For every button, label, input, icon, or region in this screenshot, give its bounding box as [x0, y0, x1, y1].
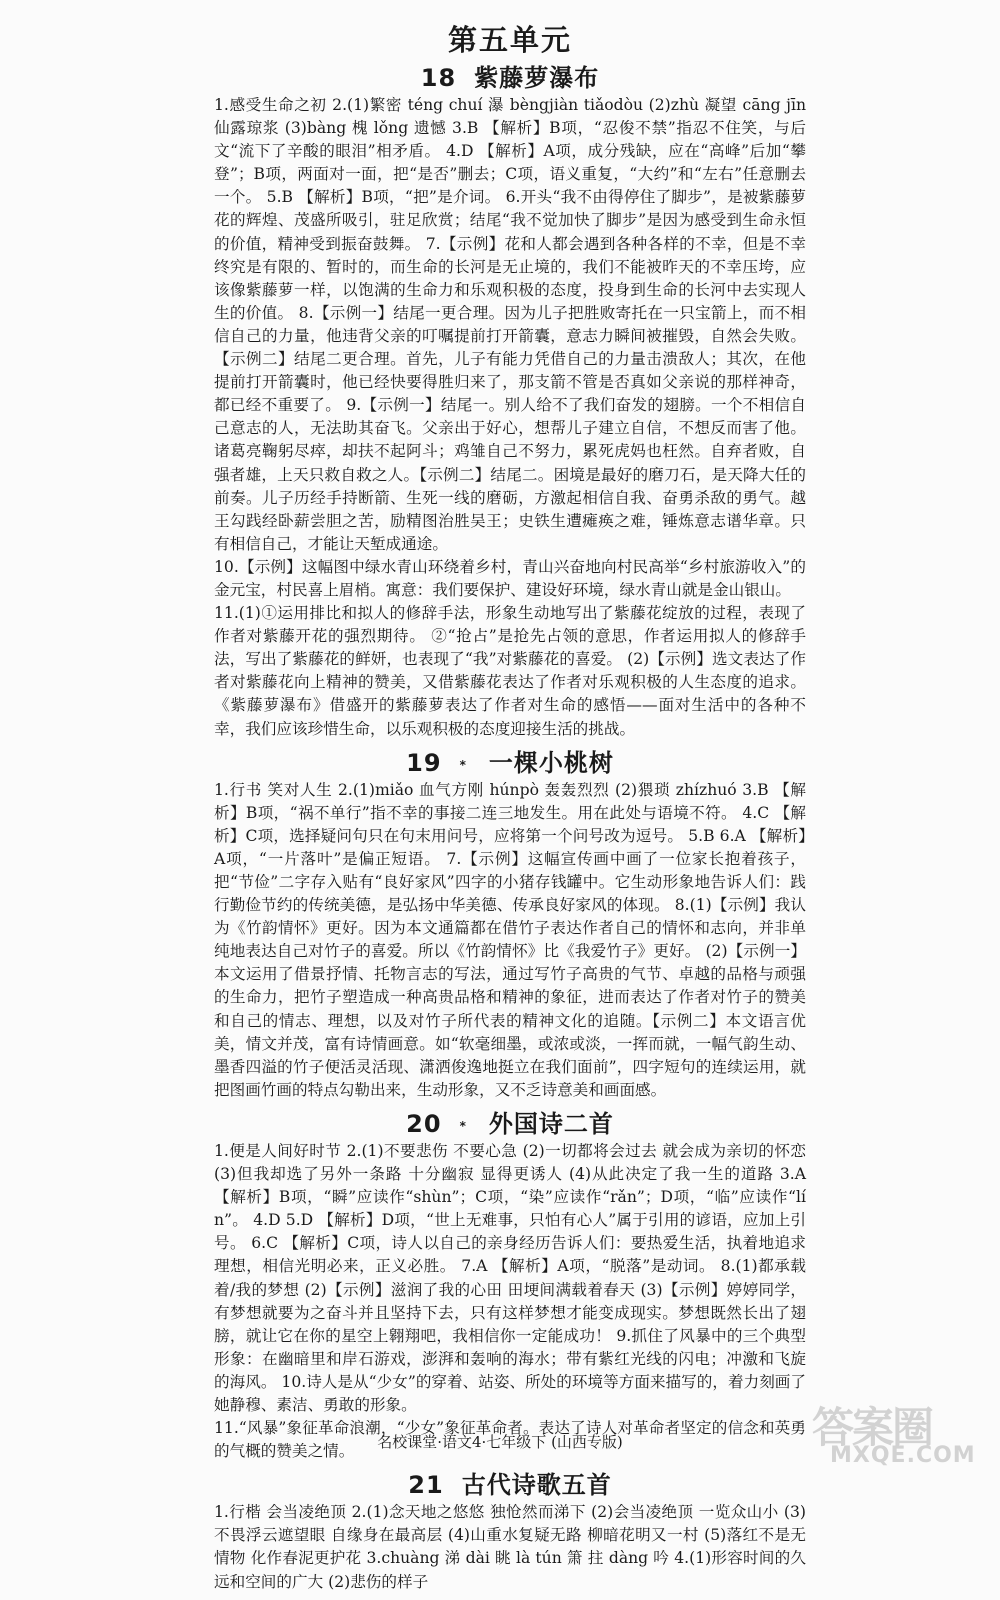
page-footer: 名校课堂·语文4·七年级下 (山西专版) [377, 1433, 623, 1451]
optional-lesson-star: * [459, 757, 467, 772]
answer-paragraph: 1.感受生命之初 2.(1)繁密 téng chuí 瀑 bèngjiàn tiǎodòu (2)zhù 凝望 cāng jīn 仙露琼浆 (3)bàng 槐 lǒng 遗憾 3.B 【解析】B项，“忍俊不禁”指忍不住笑，与后文“流下了辛酸的眼泪”相矛盾。 4.D 【解析】A项，成分残缺，应在“高峰”后加“攀登”；B项，两面对一面，把“是否”删去；C项，语义重复，“大约”和“左右”任意删去一个。 5.B 【解析】B项，“把”是介词。 6.开头“我不由得停住了脚步”，是被紫藤萝花的辉煌、茂盛所吸引，驻足欣赏；结尾“我不觉加快了脚步”是因为感受到生命永恒的价值，精神受到振奋鼓舞。 7.【示例】花和人都会遇到各种各样的不幸，但是不幸终究是有限的、暂时的，而生命的长河是无止境的，我们不能被昨天的不幸压垮，应该像紫藤萝一样，以饱满的生命力和乐观积极的态度，投身到生命的长河中去实现人生的价值。 8.【示例一】结尾一更合理。因为儿子把胜败寄托在一只宝箭上，而不相信自己的力量，他违背父亲的叮嘱提前打开箭囊，意志力瞬间被摧毁，自然会失败。【示例二】结尾二更合理。首先，儿子有能力凭借自己的力量击溃敌人；其次，在他提前打开箭囊时，他已经快要得胜归来了，那支箭不管是否真如父亲说的那样神奇，都已经不重要了。 9.【示例一】结尾一。别人给不了我们奋发的翅膀。一个不相信自己意志的人，无法助其奋飞。父亲出于好心，想帮儿子建立自信，不想反而害了他。诸葛亮鞠躬尽瘁，却扶不起阿斗；鸡雏自己不努力，累死虎妈也枉然。自弃者败，自强者雄，上天只救自救之人。【示例二】结尾二。困境是最好的磨刀石，是天降大任的前奏。儿子历经手持断箭、生死一线的磨砺，方激起相信自我、奋勇杀敌的勇气。越王勾践经卧薪尝胆之苦，励精图治胜吴王；史铁生遭瘫痪之难，锤炼意志谱华章。只有相信自己，才能让天堑成通途。 [214, 96, 806, 553]
lesson-name: 一棵小桃树 [488, 748, 614, 777]
answer-paragraph: 11.“风暴”象征革命浪潮，“少女”象征革命者。表达了诗人对革命者坚定的信念和英勇的气概的赞美之情。 [214, 1419, 806, 1461]
lesson-name: 紫藤萝瀑布 [474, 64, 600, 92]
answer-paragraph: 1.行楷 会当凌绝顶 2.(1)念天地之悠悠 独怆然而涕下 (2)会当凌绝顶 一览众山小 (3)不畏浮云遮望眼 自缘身在最高层 (4)山重水复疑无路 柳暗花明又一村 (5)落红不是无情物 化作春泥更护花 3.chuàng 涕 dài 眺 là tún 箫 拄 dàng 吟 4.(1)形容时间的久远和空间的广大 (2)悲伤的样子 [214, 1503, 806, 1591]
lesson-section [214, 747, 806, 1102]
lesson-title [214, 747, 806, 779]
watermark-text: 答案圈 [812, 1403, 933, 1452]
lessons-container [214, 62, 806, 1594]
lesson-name: 古代诗歌五首 [461, 1471, 612, 1500]
lesson-number: 18 [420, 64, 457, 92]
lesson-number: 19 [406, 748, 442, 777]
optional-lesson-star: * [459, 1118, 467, 1133]
answer-paragraph: 11.(1)①运用排比和拟人的修辞手法，形象生动地写出了紫藤花绽放的过程，表现了作者对紫藤开花的强烈期待。 ②“抢占”是抢先占领的意思，作者运用拟人的修辞手法，写出了紫藤花的鲜妍，也表现了“我”对紫藤花的喜爱。 (2)【示例】选文表达了作者对紫藤花向上精神的赞美，又借紫藤花表达了作者对乐观积极的人生态度的追求。《紫藤萝瀑布》借盛开的紫藤萝表达了作者对生命的感悟——面对生活中的各种不幸，我们应该珍惜生命，以乐观积极的态度迎接生活的挑战。 [214, 604, 806, 738]
unit-title: 第五单元 [447, 23, 572, 57]
lesson-section [214, 1469, 806, 1593]
lesson-section [214, 62, 806, 741]
watermark-url: MXQE.COM [830, 1443, 976, 1468]
answer-paragraph: 10.【示例】这幅图中绿水青山环绕着乡村，青山兴奋地向村民高举“乡村旅游收入”的金元宝，村民喜上眉梢。寓意：我们要保护、建设好环境，绿水青山就是金山银山。 [214, 557, 806, 599]
lesson-title [214, 62, 806, 94]
watermark-logo [812, 1395, 987, 1468]
answer-page [214, 20, 806, 1600]
lesson-section [214, 1108, 806, 1463]
lesson-title [214, 1108, 806, 1140]
lesson-title [214, 1469, 806, 1501]
answer-paragraph: 1.行书 笑对人生 2.(1)miǎo 血气方刚 húnpò 轰轰烈烈 (2)猥琐 zhízhuó 3.B 【解析】B项，“祸不单行”指不幸的事接二连三地发生。用在此处与语境不符。 4.C 【解析】C项，选择疑问句只在句末用问号，应将第一个问号改为逗号。 5.B 6.A 【解析】A项，“一片落叶”是偏正短语。 7.【示例】这幅宣传画中画了一位家长抱着孩子，把“节俭”二字存入贴有“良好家风”四字的小猪存钱罐中。它生动形象地告诉人们：践行勤俭节约的传统美德，是弘扬中华美德、传承良好家风的体现。 8.(1)【示例】我认为《竹韵情怀》更好。因为本文通篇都在借竹子表达作者自己的情怀和志向，并非单纯地表达自己对竹子的喜爱。所以《竹韵情怀》比《我爱竹子》更好。 (2)【示例一】本文运用了借景抒情、托物言志的写法，通过写竹子高贵的气节、卓越的品格与顽强的生命力，把竹子塑造成一种高贵品格和精神的象征，进而表达了作者对竹子的赞美和自己的情志、理想，以及对竹子所代表的精神文化的追随。【示例二】本文语言优美，情文并茂，富有诗情画意。如“软毫细墨，或浓或淡，一挥而就，一幅气韵生动、墨香四溢的竹子便活灵活现、潇洒俊逸地挺立在我们面前”，四字短句的连续运用，就把图画竹画的特点勾勒出来，生动形象，又不乏诗意美和画面感。 [214, 780, 806, 1099]
answer-paragraph: 1.便是人间好时节 2.(1)不要悲伤 不要心急 (2)一切都将会过去 就会成为亲切的怀恋 (3)但我却选了另外一条路 十分幽寂 显得更诱人 (4)从此决定了我一生的道路 3.A 【解析】B项，“瞬”应读作“shùn”；C项，“染”应读作“rǎn”；D项，“临”应读作“lín”。 4.D 5.D 【解析】D项，“世上无难事，只怕有心人”属于引用的谚语，应加上引号。 6.C 【解析】C项，诗人以自己的亲身经历告诉人们：要热爱生活，执着地追求理想，相信光明必来，正义必胜。 7.A 【解析】A项，“脱落”是动词。 8.(1)都承载着/我的梦想 (2)【示例】滋润了我的心田 田埂间满载着春天 (3)【示例】婷婷同学，有梦想就要为之奋斗并且坚持下去，只有这样梦想才能变成现实。梦想既然长出了翅膀，就让它在你的星空上翱翔吧，我相信你一定能成功！ 9.抓住了风暴中的三个典型形象：在幽暗里和岸石游戏，澎湃和轰响的海水；带有紫红光线的闪电；冲激和飞旋的海风。 10.诗人是从“少女”的穿着、站姿、所处的环境等方面来描写的，着力刻画了她静穆、素洁、勇敢的形象。 [214, 1141, 806, 1414]
lesson-number: 21 [408, 1471, 444, 1500]
lesson-name: 外国诗二首 [488, 1109, 614, 1138]
lesson-number: 20 [406, 1109, 442, 1138]
